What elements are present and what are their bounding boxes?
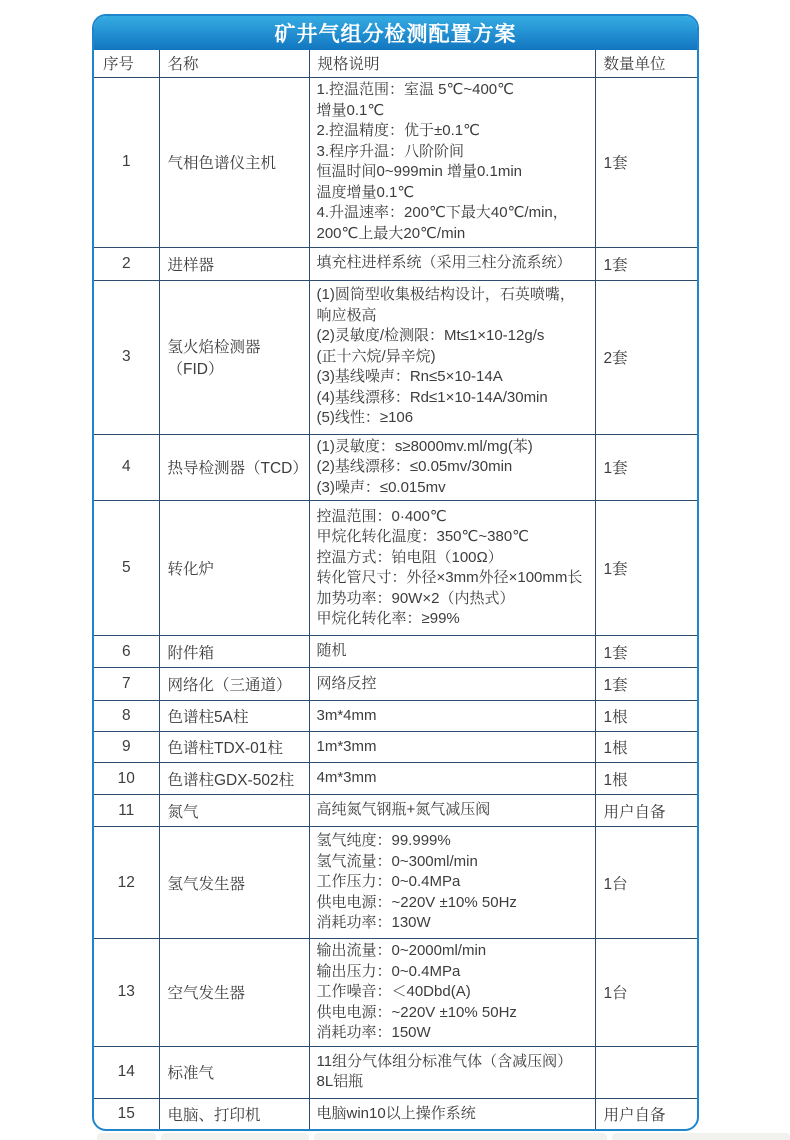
table-row bbox=[94, 501, 699, 636]
row-number-cell: 10 bbox=[94, 763, 159, 795]
next-section-peek bbox=[612, 1133, 790, 1140]
quantity-cell: 1套 bbox=[595, 247, 699, 280]
item-name-cell: 氢火焰检测器（FID） bbox=[159, 280, 309, 434]
spec-line: 工作噪音：＜40Dbd(A) bbox=[316, 983, 471, 1000]
item-name-cell: 色谱柱GDX-502柱 bbox=[159, 763, 309, 795]
quantity-cell: 1根 bbox=[595, 701, 699, 732]
spec-cell bbox=[309, 280, 595, 434]
table-row bbox=[94, 701, 699, 732]
spec-line: (5)线性：≥106 bbox=[316, 409, 414, 427]
column-header-index: 序号 bbox=[94, 50, 159, 77]
spec-line: 控温范围：0·400℃ bbox=[316, 507, 447, 525]
quantity-cell: 1套 bbox=[595, 77, 699, 247]
spec-line: (3)基线噪声：Rn≤5×10-14A bbox=[316, 368, 503, 386]
spec-line: 恒温时间0~999min 增量0.1min bbox=[316, 163, 522, 180]
spec-line: 200℃上最大20℃/min bbox=[316, 224, 466, 242]
quantity-cell: 1根 bbox=[595, 763, 699, 795]
quantity-cell: 用户自备 bbox=[595, 1098, 699, 1129]
spec-line: 响应极高 bbox=[316, 306, 377, 324]
quantity-cell: 1套 bbox=[595, 668, 699, 701]
spec-cell bbox=[309, 1098, 595, 1129]
next-section-peek bbox=[161, 1133, 309, 1140]
spec-line: 输出流量：0~2000ml/min bbox=[316, 942, 487, 959]
spec-cell bbox=[309, 827, 595, 939]
spec-cell bbox=[309, 668, 595, 701]
spec-line: 加势功率：90W×2（内热式） bbox=[316, 589, 515, 607]
spec-line: 随机 bbox=[316, 642, 347, 660]
table-row bbox=[94, 827, 699, 939]
spec-line: 网络反控 bbox=[316, 674, 377, 692]
item-name-cell: 氢气发生器 bbox=[159, 827, 309, 939]
spec-line: 控温方式：铂电阻（100Ω） bbox=[316, 548, 503, 566]
table-row bbox=[94, 939, 699, 1047]
item-name-cell: 转化炉 bbox=[159, 501, 309, 636]
row-number-cell: 15 bbox=[94, 1098, 159, 1129]
spec-table-card bbox=[92, 14, 699, 1131]
spec-line: (3)噪声：≤0.015mv bbox=[316, 478, 446, 496]
spec-cell bbox=[309, 434, 595, 501]
item-name-cell: 热导检测器（TCD） bbox=[159, 434, 309, 501]
column-header-spec: 规格说明 bbox=[309, 50, 595, 77]
spec-cell bbox=[309, 1046, 595, 1098]
quantity-cell: 1台 bbox=[595, 827, 699, 939]
spec-line: 4m*3mm bbox=[316, 769, 377, 787]
spec-line: 1m*3mm bbox=[316, 737, 377, 755]
spec-line: 电脑win10以上操作系统 bbox=[316, 1104, 476, 1122]
item-name-cell: 气相色谱仪主机 bbox=[159, 77, 309, 247]
table-row bbox=[94, 77, 699, 247]
item-name-cell: 附件箱 bbox=[159, 636, 309, 668]
quantity-cell: 1套 bbox=[595, 434, 699, 501]
spec-line: 2.控温精度：优于±0.1℃ bbox=[316, 122, 480, 139]
row-number-cell: 5 bbox=[94, 501, 159, 636]
table-row bbox=[94, 280, 699, 434]
spec-line: (1)灵敏度：s≥8000mv.ml/mg(苯) bbox=[316, 437, 533, 455]
table-row bbox=[94, 1098, 699, 1129]
spec-line: 11组分气体组分标准气体（含减压阀） bbox=[316, 1052, 573, 1070]
table-row bbox=[94, 636, 699, 668]
row-number-cell: 11 bbox=[94, 795, 159, 827]
spec-cell bbox=[309, 763, 595, 795]
spec-cell bbox=[309, 732, 595, 763]
spec-line: 氢气流量：0~300ml/min bbox=[316, 852, 478, 870]
row-number-cell: 6 bbox=[94, 636, 159, 668]
spec-line: 输出压力：0~0.4MPa bbox=[316, 962, 461, 980]
item-name-cell: 电脑、打印机 bbox=[159, 1098, 309, 1129]
row-number-cell: 8 bbox=[94, 701, 159, 732]
spec-cell bbox=[309, 939, 595, 1047]
row-number-cell: 14 bbox=[94, 1046, 159, 1098]
table-title: 矿井气组分检测配置方案 bbox=[94, 16, 697, 50]
spec-line: 温度增量0.1℃ bbox=[316, 183, 415, 201]
spec-line: 供电电源：~220V ±10% 50Hz bbox=[316, 1003, 517, 1021]
spec-line: (正十六烷/异辛烷) bbox=[316, 347, 436, 365]
spec-line: (2)灵敏度/检测限：Mt≤1×10-12g/s bbox=[316, 327, 545, 345]
table-row bbox=[94, 668, 699, 701]
row-number-cell: 13 bbox=[94, 939, 159, 1047]
spec-cell bbox=[309, 247, 595, 280]
next-section-peek bbox=[314, 1133, 607, 1140]
spec-line: 8L铝瓶 bbox=[316, 1073, 364, 1090]
row-number-cell: 2 bbox=[94, 247, 159, 280]
column-header-name: 名称 bbox=[159, 50, 309, 77]
item-name-cell: 标准气 bbox=[159, 1046, 309, 1098]
quantity-cell: 1台 bbox=[595, 939, 699, 1047]
spec-cell bbox=[309, 701, 595, 732]
spec-line: 3m*4mm bbox=[316, 706, 377, 724]
spec-line: 4.升温速率：200℃下最大40℃/min， bbox=[316, 204, 568, 221]
row-number-cell: 7 bbox=[94, 668, 159, 701]
item-name-cell: 氮气 bbox=[159, 795, 309, 827]
table-row bbox=[94, 795, 699, 827]
table-row bbox=[94, 1046, 699, 1098]
spec-line: 高纯氮气钢瓶+氮气减压阀 bbox=[316, 801, 491, 819]
next-section-peek bbox=[97, 1133, 156, 1140]
row-number-cell: 3 bbox=[94, 280, 159, 434]
item-name-cell: 色谱柱5A柱 bbox=[159, 701, 309, 732]
row-number-cell: 12 bbox=[94, 827, 159, 939]
spec-line: 甲烷化转化率：≥99% bbox=[316, 610, 460, 627]
spec-line: 消耗功率：130W bbox=[316, 914, 431, 932]
spec-line: 填充柱进样系统（采用三柱分流系统） bbox=[316, 254, 572, 272]
row-number-cell: 9 bbox=[94, 732, 159, 763]
quantity-cell: 用户自备 bbox=[595, 795, 699, 827]
spec-table-body bbox=[94, 77, 699, 1129]
spec-table bbox=[94, 50, 699, 1129]
spec-line: 供电电源：~220V ±10% 50Hz bbox=[316, 893, 517, 911]
item-name-cell: 进样器 bbox=[159, 247, 309, 280]
spec-line: 转化管尺寸：外径×3mm外径×100mm长 bbox=[316, 569, 583, 586]
quantity-cell: 1套 bbox=[595, 501, 699, 636]
row-number-cell: 1 bbox=[94, 77, 159, 247]
table-row bbox=[94, 247, 699, 280]
table-row bbox=[94, 434, 699, 501]
quantity-cell: 2套 bbox=[595, 280, 699, 434]
spec-line: 3.程序升温：八阶阶间 bbox=[316, 142, 465, 160]
quantity-cell bbox=[595, 1046, 699, 1098]
spec-line: 氢气纯度：99.999% bbox=[316, 832, 451, 850]
spec-line: (1)圆筒型收集极结构设计，石英喷嘴， bbox=[316, 286, 575, 304]
spec-cell bbox=[309, 636, 595, 668]
spec-line: (2)基线漂移：≤0.05mv/30min bbox=[316, 458, 513, 475]
spec-cell bbox=[309, 795, 595, 827]
row-number-cell: 4 bbox=[94, 434, 159, 501]
spec-line: 增量0.1℃ bbox=[316, 101, 385, 119]
spec-cell bbox=[309, 77, 595, 247]
table-row bbox=[94, 732, 699, 763]
spec-line: 1.控温范围：室温 5℃~400℃ bbox=[316, 81, 514, 98]
column-header-quantity: 数量单位 bbox=[595, 50, 699, 77]
spec-line: 工作压力：0~0.4MPa bbox=[316, 873, 461, 891]
item-name-cell: 色谱柱TDX-01柱 bbox=[159, 732, 309, 763]
item-name-cell: 网络化（三通道） bbox=[159, 668, 309, 701]
table-row bbox=[94, 763, 699, 795]
spec-line: 甲烷化转化温度：350℃~380℃ bbox=[316, 528, 530, 545]
item-name-cell: 空气发生器 bbox=[159, 939, 309, 1047]
spec-cell bbox=[309, 501, 595, 636]
header-row bbox=[94, 50, 699, 77]
spec-line: 消耗功率：150W bbox=[316, 1024, 431, 1041]
quantity-cell: 1套 bbox=[595, 636, 699, 668]
spec-line: (4)基线漂移：Rd≤1×10-14A/30min bbox=[316, 388, 548, 406]
quantity-cell: 1根 bbox=[595, 732, 699, 763]
